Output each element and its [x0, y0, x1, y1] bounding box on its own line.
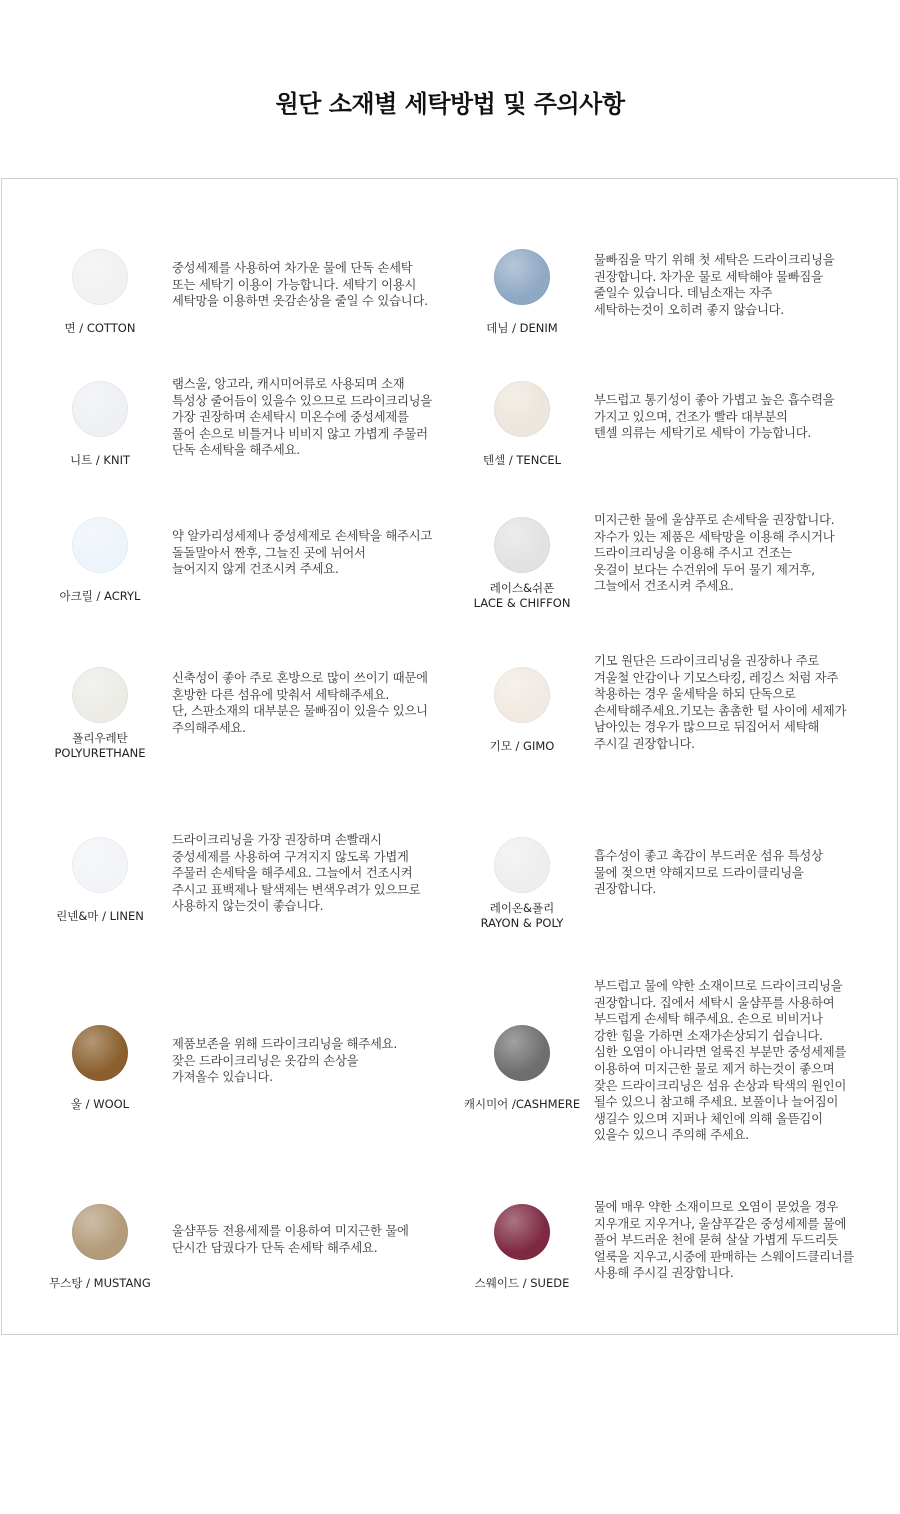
care-instructions [594, 848, 879, 898]
care-instructions-line: 흡수성이 좋고 촉감이 부드러운 섬유 특성상 [594, 849, 823, 863]
care-instructions-line: 드라이크리닝을 가장 권장하며 손빨래시 [172, 833, 382, 847]
care-instructions-line: 남아있는 경우가 많으므로 뒤집어서 세탁해 [594, 720, 820, 735]
fabric-label-line: POLYURETHANE [54, 746, 146, 760]
care-instructions [594, 392, 879, 442]
care-instructions-line: 가져올수 있습니다. [172, 1070, 273, 1085]
fabric-label [452, 453, 592, 468]
care-instructions [594, 978, 879, 1144]
care-instructions-line: 자수가 있는 제품은 세탁망을 이용해 주시거나 [594, 529, 835, 544]
care-instructions-line: 물에 젖으면 약해지므로 드라이클리닝을 [594, 865, 804, 880]
page-title: 원단 소재별 세탁방법 및 주의사항 [275, 90, 625, 118]
care-instructions-line: 생길수 있으며 지퍼나 체인에 의해 올뜯김이 [594, 1111, 823, 1126]
care-instructions-line: 세탁망을 이용하면 옷감손상을 줄일 수 있습니다. [172, 294, 428, 309]
fabric-swatch [72, 667, 128, 723]
fabric-swatch [494, 249, 550, 305]
care-instructions-line: 주의해주세요. [172, 720, 246, 735]
fabric-swatch [494, 667, 550, 723]
care-instructions-line: 드라이크리닝을 이용해 주시고 건조는 [594, 546, 792, 561]
care-instructions-line: 울샴푸등 전용세제를 이용하여 미지근한 물에 [172, 1224, 409, 1238]
care-instructions-line: 주시길 권장합니다. [594, 736, 695, 751]
fabric-label-line: LACE & CHIFFON [473, 596, 571, 610]
care-instructions-line: 그늘에서 건조시켜 주세요. [594, 579, 734, 594]
fabric-swatch [494, 517, 550, 573]
fabric-label-line: 면 / COTTON [64, 321, 136, 335]
care-instructions-line: 강한 힘을 가하면 소재가손상되기 쉽습니다. [594, 1028, 823, 1043]
care-instructions-line: 잦은 드라이크리닝은 섬유 손상과 탁색의 원인이 [594, 1078, 847, 1093]
fabric-label-line: 폴리우레탄 [72, 731, 128, 745]
care-instructions-line: 부드럽고 통기성이 좋아 가볍고 높은 흡수력을 [594, 393, 835, 407]
fabric-label-line: 텐셀 / TENCEL [483, 453, 561, 467]
fabric-swatch [72, 837, 128, 893]
care-instructions-line: 부드럽고 물에 약한 소재이므로 드라이크리닝을 [594, 979, 843, 993]
care-instructions-line: 미지근한 물에 울샴푸로 손세탁을 권장합니다. [594, 513, 835, 527]
fabric-swatch [494, 1204, 550, 1260]
care-instructions-line: 사용하지 않는것이 좋습니다. [172, 899, 324, 914]
fabric-label-line: 레이스&쉬폰 [489, 581, 555, 595]
fabric-label-line: 스웨이드 / SUEDE [474, 1276, 570, 1290]
care-instructions-line: 권장합니다. 집에서 세탁시 울샴푸를 사용하여 [594, 995, 835, 1010]
fabric-label-line: 데님 / DENIM [486, 321, 558, 335]
care-instructions-line: 심한 오염이 아니라면 얼룩진 부분만 중성세제를 [594, 1045, 847, 1060]
care-instructions-line: 옷걸이 보다는 수건위에 두어 물기 제거후, [594, 562, 815, 577]
care-instructions-line: 줄일수 있습니다. 데님소재는 자주 [594, 286, 773, 301]
fabric-label [30, 731, 170, 761]
care-instructions-line: 착용하는 경우 울세탁을 하되 단독으로 [594, 687, 796, 702]
fabric-swatch [494, 381, 550, 437]
care-instructions-line: 얼룩을 지우고,시중에 판매하는 스웨이드클리너를 [594, 1249, 855, 1264]
care-instructions-line: 세탁하는것이 오히려 좋지 않습니다. [594, 302, 785, 317]
fabric-label [452, 901, 592, 931]
care-instructions-line: 돌돌말아서 짠후, 그늘진 곳에 뉘어서 [172, 545, 366, 560]
care-instructions [172, 1223, 457, 1256]
care-instructions-line: 겨울철 안감이나 기모스타킹, 레깅스 처럼 자주 [594, 670, 839, 685]
fabric-label [452, 581, 592, 611]
care-instructions-line: 풀어 손으로 비틀거나 비비지 않고 가볍게 주물러 [172, 426, 428, 441]
care-instructions-line: 기모 원단은 드라이크리닝을 권장하나 주로 [594, 654, 820, 668]
care-instructions-line: 제품보존을 위해 드라이크리닝을 해주세요. [172, 1037, 398, 1051]
care-instructions [172, 376, 457, 459]
care-instructions-line: 혼방한 다른 섬유에 맞춰서 세탁해주세요. [172, 687, 390, 702]
care-instructions-line: 특성상 줄어듬이 있을수 있으므로 드라이크리닝을 [172, 393, 433, 408]
fabric-label [30, 909, 170, 924]
fabric-swatch [494, 1025, 550, 1081]
care-instructions-line: 주시고 표백제나 탈색제는 변색우려가 있으므로 [172, 882, 421, 897]
care-instructions [594, 252, 879, 318]
fabric-label-line: 아크릴 / ACRYL [59, 589, 141, 603]
care-instructions-line: 풀어 부드러운 천에 묻혀 살살 가볍게 두드리듯 [594, 1233, 839, 1248]
fabric-label [30, 453, 170, 468]
care-instructions-line: 있을수 있으니 주의해 주세요. [594, 1128, 749, 1143]
care-instructions-line: 늘어지지 않게 건조시켜 주세요. [172, 562, 339, 577]
fabric-label-line: 울 / WOOL [70, 1097, 130, 1111]
fabric-swatch [72, 517, 128, 573]
care-instructions-line: 이용하여 미지근한 물로 제거 하는것이 좋으며 [594, 1061, 835, 1076]
care-instructions-line: 약 알카리성세제나 중성세제로 손세탁을 해주시고 [172, 529, 433, 543]
fabric-label-line: 니트 / KNIT [70, 453, 130, 467]
fabric-label [452, 739, 592, 754]
care-instructions-line: 물빠짐을 막기 위해 첫 세탁은 드라이크리닝을 [594, 253, 835, 267]
fabric-swatch [494, 837, 550, 893]
care-instructions-line: 단시간 담궜다가 단독 손세탁 해주세요. [172, 1240, 378, 1255]
care-instructions-line: 될수 있으니 참고해 주세요. 보풀이나 늘어짐이 [594, 1095, 839, 1110]
fabric-label [452, 1276, 592, 1291]
care-instructions-line: 주물러 손세탁을 해주세요. 그늘에서 건조시켜 [172, 866, 413, 881]
fabric-label-line: 무스탕 / MUSTANG [49, 1276, 151, 1290]
care-instructions-line: 가장 권장하며 손세탁시 미온수에 중성세제를 [172, 410, 409, 425]
fabric-label-line: 기모 / GIMO [489, 739, 555, 753]
fabric-label-line: RAYON & POLY [480, 916, 564, 930]
fabric-label [30, 1276, 170, 1291]
care-instructions-line: 지우개로 지우거나, 울샴푸같은 중성세제를 물에 [594, 1216, 847, 1231]
fabric-swatch [72, 381, 128, 437]
care-instructions-line: 단독 손세탁을 해주세요. [172, 443, 300, 458]
care-instructions-line: 신축성이 좋아 주로 혼방으로 많이 쓰이기 때문에 [172, 671, 428, 685]
care-instructions-line: 부드럽게 손세탁 해주세요. 손으로 비비거나 [594, 1012, 823, 1027]
fabric-care-panel [1, 178, 898, 1335]
fabric-label-line: 린넨&마 / LINEN [56, 909, 144, 923]
care-instructions [172, 670, 457, 736]
care-instructions-line: 권장합니다. 차가운 물로 세탁해야 물빠짐을 [594, 269, 823, 284]
fabric-swatch [72, 1204, 128, 1260]
care-instructions-line: 중성세제를 사용하여 구겨지지 않도록 가볍게 [172, 849, 409, 864]
care-instructions-line: 권장합니다. [594, 882, 657, 897]
fabric-label-line: 캐시미어 /CASHMERE [463, 1097, 581, 1111]
fabric-label [30, 589, 170, 604]
care-instructions-line: 손세탁해주세요.기모는 촘촘한 털 사이에 세제가 [594, 703, 847, 718]
care-instructions [172, 1036, 457, 1086]
care-instructions-line: 잦은 드라이크리닝은 옷감의 손상을 [172, 1053, 359, 1068]
care-instructions-line: 사용해 주시길 권장합니다. [594, 1266, 734, 1281]
fabric-label-line: 레이온&폴리 [489, 901, 555, 915]
care-instructions-line: 램스울, 앙고라, 캐시미어류로 사용되며 소재 [172, 377, 405, 391]
care-instructions-line: 또는 세탁기 이용이 가능합니다. 세탁기 이용시 [172, 277, 417, 292]
care-instructions-line: 텐셀 의류는 세탁기로 세탁이 가능합니다. [594, 426, 812, 441]
fabric-label [452, 321, 592, 336]
care-instructions [594, 653, 879, 753]
fabric-label [30, 321, 170, 336]
care-instructions [172, 260, 457, 310]
fabric-label [452, 1097, 592, 1112]
care-instructions-line: 중성세제를 사용하여 차가운 물에 단독 손세탁 [172, 261, 413, 275]
fabric-swatch [72, 1025, 128, 1081]
care-instructions [172, 528, 457, 578]
care-instructions [594, 512, 879, 595]
fabric-swatch [72, 249, 128, 305]
care-instructions [172, 832, 457, 915]
care-instructions-line: 물에 매우 약한 소재이므로 오염이 묻었을 경우 [594, 1200, 839, 1214]
care-instructions [594, 1199, 879, 1282]
care-instructions-line: 가지고 있으며, 건조가 빨라 대부분의 [594, 409, 788, 424]
care-instructions-line: 단, 스판소재의 대부분은 물빠짐이 있을수 있으니 [172, 704, 428, 719]
fabric-label [30, 1097, 170, 1112]
